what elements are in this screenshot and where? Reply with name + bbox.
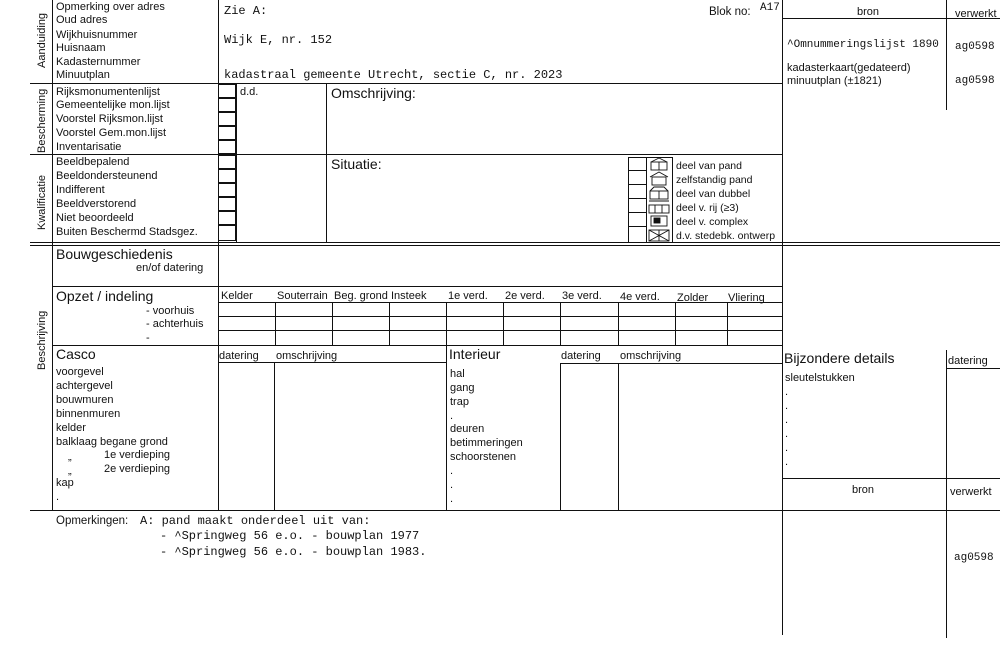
checkbox-rijksmonumentenlijst[interactable] — [218, 84, 236, 98]
situatie-house-icons — [647, 157, 672, 243]
house-standalone-icon — [650, 172, 668, 185]
omschrijving-label: Omschrijving: — [331, 85, 416, 101]
details-item-dot-6: . — [785, 456, 789, 468]
opzet-row-voorhuis: - voorhuis — [146, 305, 195, 317]
situatie-option-5: deel v. complex — [676, 216, 749, 228]
casco-ditto-1: „ — [68, 451, 72, 463]
interieur-label: Interieur — [449, 346, 501, 362]
label-rijksmonumentenlijst: Rijksmonumentenlijst — [56, 86, 160, 98]
interieur-datering-col-right — [618, 363, 619, 510]
label-beeldondersteunend: Beeldondersteunend — [56, 170, 158, 182]
dd-column-line — [236, 83, 237, 243]
section-label-bescherming: Bescherming — [36, 88, 48, 153]
checkbox-deel-v-complex[interactable] — [628, 213, 646, 227]
opzet-grid-col-8 — [675, 302, 676, 345]
section-label-kwalificatie: Kwalificatie — [36, 174, 48, 230]
situatie-option-2: zelfstandig pand — [676, 174, 753, 186]
details-item-dot-1: . — [785, 386, 789, 398]
section-divider-5 — [52, 345, 782, 346]
opzet-grid-col-5 — [503, 302, 504, 345]
label-indifferent: Indifferent — [56, 184, 105, 196]
verwerkt-column-line — [946, 0, 947, 110]
blok-label: Blok no: — [709, 6, 751, 18]
blok-value: A17 — [760, 2, 780, 14]
checkbox-inventarisatie[interactable] — [218, 140, 236, 154]
opzet-grid-line-1 — [218, 302, 782, 303]
opzet-grid-col-7 — [618, 302, 619, 345]
label-gemeentelijke-monlijst: Gemeentelijke mon.lijst — [56, 99, 170, 111]
opzet-grid-line-3 — [218, 330, 782, 331]
opzet-grid-col-2 — [332, 302, 333, 345]
verwerkt-column-line-lower — [946, 478, 947, 638]
situatie-label: Situatie: — [331, 156, 382, 172]
section-divider-6 — [30, 510, 1000, 511]
datering-sublabel: en/of datering — [136, 262, 204, 274]
verwerkt-1: ag0598 — [955, 41, 995, 53]
checkbox-deel-van-dubbel[interactable] — [628, 185, 646, 199]
label-kadasternummer: Kadasternummer — [56, 56, 141, 68]
house-double-icon — [650, 187, 668, 199]
checkbox-gemeentelijke-monlijst[interactable] — [218, 98, 236, 112]
opzet-col-1e-verd: 1e verd. — [448, 290, 488, 302]
situatie-box-line-right — [672, 157, 673, 243]
house-complex-icon — [651, 216, 667, 226]
label-wijkhuisnummer: Wijkhuisnummer — [56, 29, 138, 41]
details-header-line — [946, 368, 1000, 369]
details-datering-header: datering — [948, 355, 988, 367]
dd-label: d.d. — [240, 86, 259, 98]
opzet-grid-col-1 — [275, 302, 276, 345]
interieur-item-deuren: deuren — [450, 423, 485, 435]
label-buiten-beschermd: Buiten Beschermd Stadsgez. — [56, 226, 198, 238]
interieur-header-line — [560, 363, 782, 364]
casco-label: Casco — [56, 346, 96, 362]
label-voorstel-rijksmonlijst: Voorstel Rijksmon.lijst — [56, 113, 163, 125]
verwerkt-2: ag0598 — [955, 75, 995, 87]
bijzondere-details-label: Bijzondere details — [784, 350, 895, 366]
casco-item-binnenmuren: binnenmuren — [56, 408, 121, 420]
house-row-icon — [649, 201, 669, 213]
casco-omschrijving-header: omschrijving — [276, 350, 338, 362]
label-inventarisatie: Inventarisatie — [56, 141, 122, 153]
interieur-item-trap: trap — [450, 396, 469, 408]
opzet-col-zolder: Zolder — [677, 292, 709, 304]
interieur-item-dot-2: . — [450, 465, 454, 477]
section-divider-2 — [30, 154, 782, 155]
opmerkingen-line-1: A: pand maakt onderdeel uit van: — [140, 514, 371, 528]
opmerkingen-label: Opmerkingen: — [56, 515, 129, 527]
opzet-grid-col-3 — [389, 302, 390, 345]
label-niet-beoordeeld: Niet beoordeeld — [56, 212, 134, 224]
zie-a-value: Zie A: — [224, 4, 268, 18]
wijk-value: Wijk E, nr. 152 — [224, 33, 333, 47]
opzet-indeling-label: Opzet / indeling — [56, 288, 154, 304]
situatie-option-3: deel van dubbel — [676, 188, 751, 200]
casco-interieur-divider — [446, 345, 447, 510]
omschrijving-column-line — [326, 83, 327, 243]
opzet-col-kelder: Kelder — [221, 290, 253, 302]
opzet-row-empty: - — [146, 332, 150, 344]
opzet-col-4e-verd: 4e verd. — [620, 291, 660, 303]
checkbox-deel-van-pand[interactable] — [628, 157, 646, 171]
opzet-col-2e-verd: 2e verd. — [505, 290, 545, 302]
details-item-dot-3: . — [785, 414, 789, 426]
checkbox-beeldondersteunend[interactable] — [218, 169, 236, 183]
opmerkingen-line-2: - ^Springweg 56 e.o. - bouwplan 1977 — [160, 529, 420, 543]
interieur-datering-header: datering — [561, 350, 601, 362]
checkbox-niet-beoordeeld[interactable] — [218, 211, 236, 225]
casco-ditto-2: „ — [68, 465, 72, 477]
casco-item-bouwmuren: bouwmuren — [56, 394, 114, 406]
situatie-option-4: deel v. rij (≥3) — [676, 202, 739, 214]
label-oud-adres: Oud adres — [56, 14, 108, 26]
section-divider-1 — [30, 83, 782, 84]
label-minuutplan: Minuutplan — [56, 69, 110, 81]
label-beeldverstorend: Beeldverstorend — [56, 198, 137, 210]
details-item-dot-5: . — [785, 442, 789, 454]
checkbox-deel-v-rij[interactable] — [628, 199, 646, 213]
label-beeldbepalend: Beeldbepalend — [56, 156, 130, 168]
section-divider-3b — [30, 245, 1000, 246]
opmerkingen-verwerkt: ag0598 — [954, 552, 994, 564]
checkbox-stedebk-ontwerp[interactable] — [628, 227, 646, 242]
house-part-icon — [651, 158, 667, 170]
checkbox-buiten-beschermd[interactable] — [218, 225, 236, 241]
situatie-option-6: d.v. stedebk. ontwerp — [676, 230, 776, 242]
checkbox-voorstel-gemmonlijst[interactable] — [218, 126, 236, 140]
details-bron-header: bron — [852, 484, 875, 496]
casco-item-balklaag: balklaag begane grond — [56, 436, 168, 448]
checkbox-beeldverstorend[interactable] — [218, 197, 236, 211]
situatie-option-1: deel van pand — [676, 160, 742, 172]
details-item-dot-2: . — [785, 400, 789, 412]
label-huisnaam: Huisnaam — [56, 42, 106, 54]
casco-datering-header: datering — [219, 350, 259, 362]
opzet-grid-col-6 — [560, 302, 561, 345]
section-divider-3a — [30, 242, 1000, 243]
casco-datering-col — [274, 362, 275, 510]
casco-item-voorgevel: voorgevel — [56, 366, 104, 378]
checkbox-beeldbepalend[interactable] — [218, 155, 236, 169]
casco-item-dot: . — [56, 491, 60, 503]
checkbox-voorstel-rijksmonlijst[interactable] — [218, 112, 236, 126]
casco-item-2e-verdieping: 2e verdieping — [104, 463, 171, 475]
details-verwerkt-header: verwerkt — [950, 486, 992, 498]
opzet-row-achterhuis: - achterhuis — [146, 318, 204, 330]
checkbox-indifferent[interactable] — [218, 183, 236, 197]
opmerkingen-line-3: - ^Springweg 56 e.o. - bouwplan 1983. — [160, 545, 427, 559]
details-datering-col — [946, 350, 947, 478]
kadastraal-value: kadastraal gemeente Utrecht, sectie C, nr. 2023 — [224, 68, 563, 82]
opzet-grid-col-9 — [727, 302, 728, 345]
bron-omnummeringslijst: ^Omnummeringslijst 1890 — [787, 39, 939, 51]
casco-item-1e-verdieping: 1e verdieping — [104, 449, 171, 461]
section-divider-4 — [52, 286, 782, 287]
interieur-item-dot-1: . — [450, 410, 454, 422]
interieur-omschrijving-header: omschrijving — [620, 350, 682, 362]
casco-item-achtergevel: achtergevel — [56, 380, 113, 392]
section-label-aanduiding: Aanduiding — [36, 12, 48, 68]
bron-kadasterkaart: kadasterkaart(gedateerd) — [787, 62, 911, 74]
casco-item-kelder: kelder — [56, 422, 86, 434]
label-opmerking-adres: Opmerking over adres — [56, 1, 165, 13]
opzet-col-insteek: Insteek — [391, 290, 427, 302]
interieur-item-gang: gang — [450, 382, 475, 394]
section-label-beschrijving: Beschrijving — [36, 310, 48, 370]
interieur-datering-col-left — [560, 363, 561, 510]
casco-item-kap: kap — [56, 477, 74, 489]
label-voorstel-gemmonlijst: Voorstel Gem.mon.lijst — [56, 127, 167, 139]
details-item-sleutelstukken: sleutelstukken — [785, 372, 855, 384]
opzet-col-beg-grond: Beg. grond — [334, 290, 388, 302]
house-urban-plan-icon — [649, 230, 669, 241]
interieur-item-dot-3: . — [450, 479, 454, 491]
opzet-col-3e-verd: 3e verd. — [562, 290, 602, 302]
interieur-item-dot-4: . — [450, 493, 454, 505]
checkbox-zelfstandig-pand[interactable] — [628, 171, 646, 185]
bron-minuutplan: minuutplan (±1821) — [787, 75, 882, 87]
opzet-col-vliering: Vliering — [728, 292, 765, 304]
opzet-col-souterrain: Souterrain — [277, 290, 328, 302]
left-margin-line — [52, 0, 53, 510]
details-item-dot-4: . — [785, 428, 789, 440]
casco-header-line — [218, 362, 446, 363]
opzet-grid-col-4 — [446, 302, 447, 345]
bron-header: bron — [857, 6, 880, 18]
interieur-item-schoorstenen: schoorstenen — [450, 451, 517, 463]
bron-column-line — [782, 0, 783, 635]
interieur-item-betimmeringen: betimmeringen — [450, 437, 523, 449]
details-bron-top-line — [782, 478, 1000, 479]
verwerkt-header: verwerkt — [955, 8, 997, 20]
bouwgeschiedenis-label: Bouwgeschiedenis — [56, 246, 173, 262]
label-column-line — [218, 0, 219, 510]
interieur-item-hal: hal — [450, 368, 465, 380]
opzet-grid-line-2 — [218, 316, 782, 317]
